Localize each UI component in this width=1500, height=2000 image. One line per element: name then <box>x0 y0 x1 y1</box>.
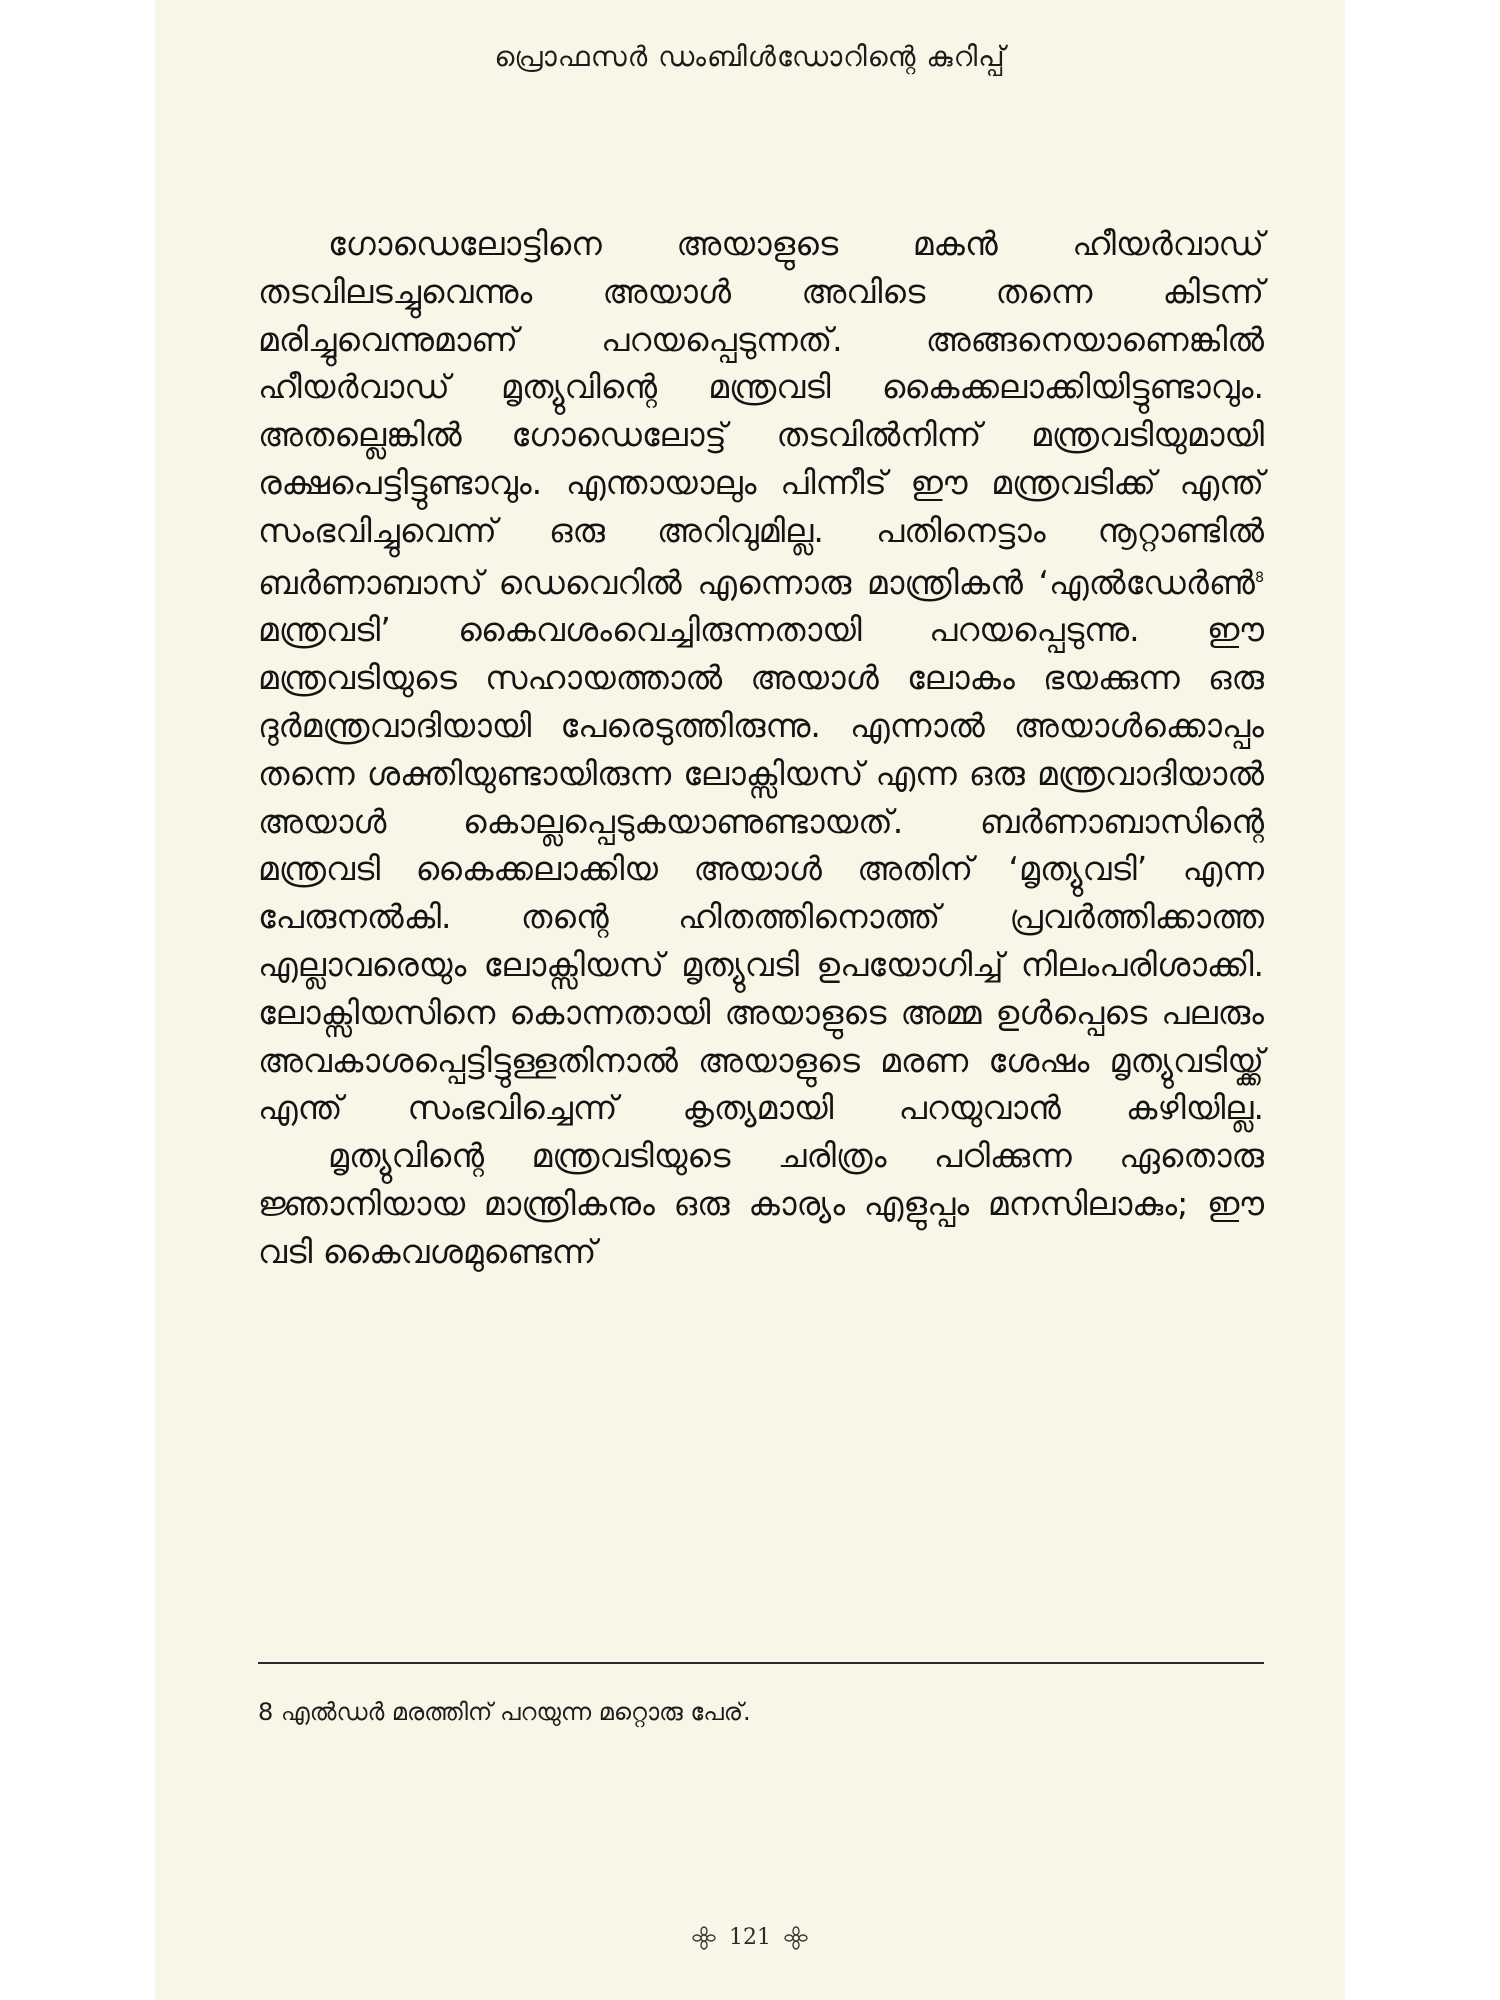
body-text <box>258 220 1264 1276</box>
page-folio <box>155 1925 1345 1950</box>
paragraph <box>258 1132 1264 1275</box>
paragraph-text: ഗോഡെലോട്ടിനെ അയാളുടെ മകൻ ഹീയർവാഡ് തടവിലടച്ചുവെന്നും അയാൾ അവിടെ തന്നെ കിടന്ന് മരിച്ചുവെന്നുമാണ് പറയപ്പെടുന്നത്. അങ്ങനെയാണെങ്കിൽ ഹീയർവാഡ് മൃത്യുവിന്റെ മന്ത്രവടി കൈക്കലാക്കിയിട്ടുണ്ടാവും. അതല്ലെങ്കിൽ ഗോഡെലോട്ട് തടവിൽനിന്ന് മന്ത്രവടിയുമായി രക്ഷപെട്ടിട്ടുണ്ടാവും. എന്തായാലും പിന്നീട് ഈ മന്ത്രവടിക്ക് എന്ത് സംഭവിച്ചുവെന്ന് ഒരു അറിവുമില്ല. പതിനെട്ടാം നൂറ്റാണ്ടിൽ ബർണാബാസ് ഡെവെറിൽ എന്നൊരു മാന്ത്രികൻ ‘എൽഡേർൺ <box>258 224 1264 602</box>
footnote: 8 എൽഡർ മരത്തിന് പറയുന്ന മറ്റൊരു പേര്. <box>258 1698 751 1726</box>
flower-ornament-icon <box>784 1926 808 1950</box>
paragraph <box>258 220 1264 1132</box>
paragraph-text: മൃത്യുവിന്റെ മന്ത്രവടിയുടെ ചരിത്രം പഠിക്കുന്ന ഏതൊരു ജ്ഞാനിയായ മാന്ത്രികനും ഒരു കാര്യം എളുപ്പം മനസിലാകും; ഈ വടി കൈവശമുണ്ടെന്ന് <box>258 1136 1264 1271</box>
running-head: പ്രൊഫസർ ഡംബിൾഡോറിന്റെ കുറിപ്പ് <box>494 40 1006 73</box>
paragraph-text-continued: മന്ത്രവടി’ കൈവശംവെച്ചിരുന്നതായി പറയപ്പെടുന്നു. ഈ മന്ത്രവടിയുടെ സഹായത്താൽ അയാൾ ലോകം ഭയക്കുന്ന ഒരു ദുർമന്ത്രവാദിയായി പേരെടുത്തിരുന്നു. എന്നാൽ അയാൾക്കൊപ്പം തന്നെ ശക്തിയുണ്ടായിരുന്ന ലോക്സിയസ് എന്ന ഒരു മന്ത്രവാദിയാൽ അയാൾ കൊല്ലപ്പെടുകയാണുണ്ടായത്. ബർണാബാസിന്റെ മന്ത്രവടി കൈക്കലാക്കിയ അയാൾ അതിന് ‘മൃത്യുവടി’ എന്ന പേരുനൽകി. തന്റെ ഹിതത്തിനൊത്ത് പ്രവർത്തിക്കാത്ത എല്ലാവരെയും ലോക്സിയസ് മൃത്യുവടി ഉപയോഗിച്ച് നിലംപരിശാക്കി. ലോക്സിയസിനെ കൊന്നതായി അയാളുടെ അമ്മ ഉൾപ്പെടെ പലരും അവകാശപ്പെട്ടിട്ടുള്ളതിനാൽ അയാളുടെ മരണ ശേഷം മൃത്യുവടിയ്ക്ക് എന്ത് സംഭവിച്ചെന്ന് കൃത്യമായി പറയുവാൻ കഴിയില്ല. <box>258 610 1264 1128</box>
footnote-reference: 8 <box>1255 569 1264 586</box>
flower-ornament-icon <box>692 1926 716 1950</box>
footnote-rule <box>258 1662 1264 1664</box>
page-number: 121 <box>729 1925 771 1950</box>
book-page <box>155 0 1345 2000</box>
